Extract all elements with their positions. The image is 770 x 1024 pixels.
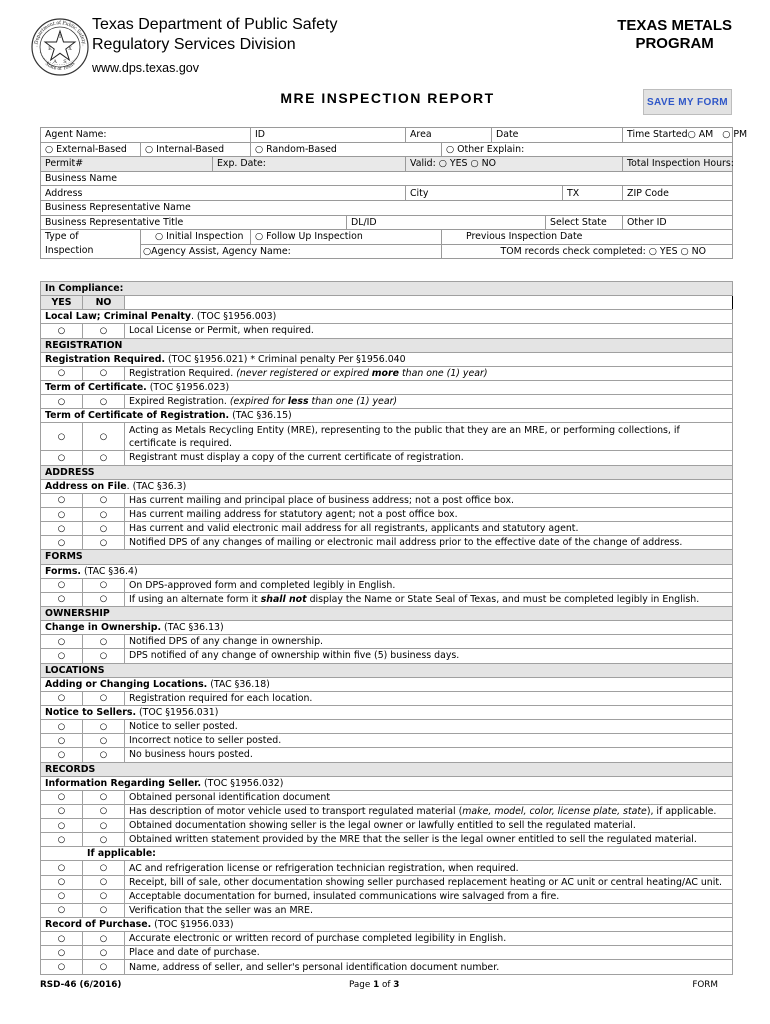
locations-band: LOCATIONS [41, 663, 733, 677]
dl-id-field[interactable]: DL/ID [347, 215, 546, 230]
agency-name: Texas Department of Public Safety [92, 16, 338, 33]
business-name-field[interactable]: Business Name [41, 171, 733, 186]
yes-radio[interactable]: ○ [41, 522, 83, 536]
checklist-item: Name, address of seller, and seller's personal identification document number. [125, 960, 733, 974]
svg-text:E: E [48, 46, 52, 52]
compliance-checklist-table [40, 281, 733, 975]
document-title: MRE INSPECTION REPORT [280, 90, 495, 106]
previous-inspection-date-field[interactable]: Previous Inspection Date [442, 230, 733, 245]
checklist-row [41, 493, 733, 507]
checklist-item: Local License or Permit, when required. [125, 324, 733, 338]
no-radio[interactable]: ○ [83, 395, 125, 409]
no-radio[interactable]: ○ [83, 451, 125, 465]
yes-radio[interactable]: ○ [41, 932, 83, 946]
checklist-item: Registrant must display a copy of the current certificate of registration. [125, 451, 733, 465]
program-title: TEXAS METALS PROGRAM [617, 17, 732, 52]
in-compliance-heading: In Compliance: [41, 282, 733, 296]
valid-radio-group[interactable]: Valid: ○ YES ○ NO [406, 157, 623, 172]
checklist-item: If using an alternate form it shall not display the Name or State Seal of Texas, and must be completed legibly in English. [125, 592, 733, 606]
yes-radio[interactable]: ○ [41, 592, 83, 606]
checklist-row [41, 932, 733, 946]
checklist-item: Incorrect notice to seller posted. [125, 734, 733, 748]
yes-radio[interactable]: ○ [41, 804, 83, 818]
no-radio[interactable]: ○ [83, 720, 125, 734]
checklist-row [41, 804, 733, 818]
section-local-law: Local Law; Criminal Penalty. (TOC §1956.003) [41, 310, 733, 324]
yes-radio[interactable]: ○ [41, 366, 83, 380]
checklist-row [41, 395, 733, 409]
no-radio[interactable]: ○ [83, 493, 125, 507]
svg-text:A: A [53, 59, 57, 65]
no-radio[interactable]: ○ [83, 522, 125, 536]
agency-website: www.dps.texas.gov [92, 61, 199, 75]
checklist-row [41, 649, 733, 663]
no-radio[interactable]: ○ [83, 423, 125, 451]
follow-up-inspection-radio[interactable]: ○ Follow Up Inspection [251, 230, 442, 245]
checklist-row [41, 748, 733, 762]
checklist-item: Accurate electronic or written record of purchase completed legibility in English. [125, 932, 733, 946]
yes-radio[interactable]: ○ [41, 946, 83, 960]
checklist-row [41, 691, 733, 705]
checklist-row [41, 578, 733, 592]
no-column-header: NO [83, 296, 125, 310]
no-radio[interactable]: ○ [83, 691, 125, 705]
section-address-on-file: Address on File. (TAC §36.3) [41, 479, 733, 493]
no-radio[interactable]: ○ [83, 507, 125, 521]
checklist-row [41, 960, 733, 974]
checklist-row [41, 833, 733, 847]
svg-text:S: S [63, 59, 67, 65]
division-name: Regulatory Services Division [92, 36, 296, 53]
svg-text:T: T [58, 34, 62, 40]
checklist-item: Acceptable documentation for burned, insulated communications wire salvaged from a fire. [125, 889, 733, 903]
checklist-row [41, 790, 733, 804]
yes-radio[interactable]: ○ [41, 889, 83, 903]
checklist-item: Notice to seller posted. [125, 720, 733, 734]
checklist-row [41, 734, 733, 748]
id-field[interactable]: ID [251, 128, 406, 143]
checklist-row [41, 861, 733, 875]
yes-radio[interactable]: ○ [41, 903, 83, 917]
yes-radio[interactable]: ○ [41, 649, 83, 663]
checklist-item: Obtained written statement provided by the MRE that the seller is the legal owner entitled to sell the regulated material. [125, 833, 733, 847]
checklist-item: No business hours posted. [125, 748, 733, 762]
checklist-item: Has current mailing address for statutory agent; not a post office box. [125, 507, 733, 521]
no-radio[interactable]: ○ [83, 804, 125, 818]
no-radio[interactable]: ○ [83, 833, 125, 847]
yes-radio[interactable]: ○ [41, 507, 83, 521]
no-radio[interactable]: ○ [83, 635, 125, 649]
if-applicable-heading: If applicable: [41, 847, 733, 861]
section-term-of-certificate-registration: Term of Certificate of Registration. (TAC §36.15) [41, 409, 733, 423]
other-id-field[interactable]: Other ID [623, 215, 733, 230]
date-field[interactable]: Date [492, 128, 623, 143]
address-field[interactable]: Address [41, 186, 406, 201]
business-rep-name-field[interactable]: Business Representative Name [41, 200, 733, 215]
section-info-regarding-seller: Information Regarding Seller. (TOC §1956.032) [41, 776, 733, 790]
checklist-row [41, 720, 733, 734]
area-field[interactable]: Area [406, 128, 492, 143]
zip-code-field[interactable]: ZIP Code [623, 186, 733, 201]
exp-date-field[interactable]: Exp. Date: [213, 157, 406, 172]
yes-radio[interactable]: ○ [41, 635, 83, 649]
form-label: FORM [692, 980, 718, 990]
yes-radio[interactable]: ○ [41, 395, 83, 409]
select-state-dropdown[interactable]: Select State [546, 215, 623, 230]
no-radio[interactable]: ○ [83, 324, 125, 338]
no-radio[interactable]: ○ [83, 861, 125, 875]
checklist-item: Acting as Metals Recycling Entity (MRE), representing to the public that they are an MRE, or performing collections, if certificate is required. [125, 423, 733, 451]
checklist-row [41, 889, 733, 903]
page-number: Page 1 of 3 [349, 980, 400, 990]
forms-band: FORMS [41, 550, 733, 564]
type-of-inspection-label: Type of Inspection [41, 230, 141, 259]
am-radio[interactable]: ○ AM [687, 129, 714, 141]
yes-radio[interactable]: ○ [41, 451, 83, 465]
city-field[interactable]: City [406, 186, 563, 201]
checklist-item: AC and refrigeration license or refrigeration technician registration, when required. [125, 861, 733, 875]
yes-radio[interactable]: ○ [41, 423, 83, 451]
checklist-row [41, 324, 733, 338]
checklist-row [41, 451, 733, 465]
ownership-band: OWNERSHIP [41, 606, 733, 620]
checklist-item: Notified DPS of any changes of mailing or electronic mail address prior to the effective date of the change of address. [125, 536, 733, 550]
checklist-row [41, 903, 733, 917]
agency-assist-field[interactable]: ○Agency Assist, Agency Name: [141, 244, 442, 259]
section-record-of-purchase: Record of Purchase. (TOC §1956.033) [41, 918, 733, 932]
no-radio[interactable]: ○ [83, 536, 125, 550]
yes-radio[interactable]: ○ [41, 960, 83, 974]
no-radio[interactable]: ○ [83, 946, 125, 960]
checklist-item: Has description of motor vehicle used to transport regulated material (make, model, color, license plate, state), if applicable. [125, 804, 733, 818]
form-number: RSD-46 (6/2016) [40, 980, 122, 990]
no-radio[interactable]: ○ [83, 366, 125, 380]
no-radio[interactable]: ○ [83, 790, 125, 804]
texas-dps-seal-icon [31, 18, 89, 76]
checklist-item: Place and date of purchase. [125, 946, 733, 960]
checklist-item: Verification that the seller was an MRE. [125, 903, 733, 917]
yes-radio[interactable]: ○ [41, 861, 83, 875]
address-band: ADDRESS [41, 465, 733, 479]
pm-radio[interactable]: ○ PM [722, 129, 748, 141]
other-explain-field[interactable]: ○ Other Explain: [442, 142, 733, 157]
no-radio[interactable]: ○ [83, 819, 125, 833]
no-radio[interactable]: ○ [83, 903, 125, 917]
yes-radio[interactable]: ○ [41, 536, 83, 550]
no-radio[interactable]: ○ [83, 960, 125, 974]
no-radio[interactable]: ○ [83, 578, 125, 592]
permit-field[interactable]: Permit# [41, 157, 213, 172]
svg-text:X: X [68, 46, 72, 52]
checklist-item: Receipt, bill of sale, other documentation showing seller purchased replacement heating or AC unit or central heating/AC unit. [125, 875, 733, 889]
agent-name-field[interactable]: Agent Name: [41, 128, 251, 143]
checklist-row [41, 592, 733, 606]
no-radio[interactable]: ○ [83, 592, 125, 606]
yes-radio[interactable]: ○ [41, 578, 83, 592]
checklist-item: Has current and valid electronic mail address for all registrants, applicants and statutory agent. [125, 522, 733, 536]
seal-text-top: Department of Public Safety [34, 20, 86, 45]
checklist-row [41, 946, 733, 960]
external-based-radio[interactable]: ○ External-Based [41, 142, 141, 157]
checklist-item: Registration Required. (never registered or expired more than one (1) year) [125, 366, 733, 380]
state-field[interactable]: TX [563, 186, 623, 201]
no-radio[interactable]: ○ [83, 649, 125, 663]
no-radio[interactable]: ○ [83, 932, 125, 946]
checklist-row [41, 819, 733, 833]
yes-radio[interactable]: ○ [41, 493, 83, 507]
yes-radio[interactable]: ○ [41, 790, 83, 804]
checklist-row [41, 423, 733, 451]
checklist-row [41, 875, 733, 889]
yes-radio[interactable]: ○ [41, 691, 83, 705]
yes-radio[interactable]: ○ [41, 720, 83, 734]
internal-based-radio[interactable]: ○ Internal-Based [141, 142, 251, 157]
checklist-item: On DPS-approved form and completed legibly in English. [125, 578, 733, 592]
yes-radio[interactable]: ○ [41, 875, 83, 889]
yes-column-header: YES [41, 296, 83, 310]
section-registration-required: Registration Required. (TOC §1956.021) * Criminal penalty Per §1956.040 [41, 352, 733, 366]
tom-records-radio-group[interactable]: TOM records check completed: ○ YES ○ NO [442, 244, 733, 259]
checklist-item: Obtained documentation showing seller is the legal owner or lawfully entitled to sell the regulated material. [125, 819, 733, 833]
seal-text-bottom: State of Texas [43, 61, 77, 73]
no-radio[interactable]: ○ [83, 734, 125, 748]
checklist-item: Registration required for each location. [125, 691, 733, 705]
yes-radio[interactable]: ○ [41, 833, 83, 847]
checklist-row [41, 536, 733, 550]
section-forms: Forms. (TAC §36.4) [41, 564, 733, 578]
yes-radio[interactable]: ○ [41, 324, 83, 338]
time-started-field[interactable]: Time Started [627, 129, 688, 141]
checklist-item: Expired Registration. (expired for less than one (1) year) [125, 395, 733, 409]
save-my-form-button[interactable]: SAVE MY FORM [643, 89, 732, 115]
random-based-radio[interactable]: ○ Random-Based [251, 142, 442, 157]
checklist-item: Has current mailing and principal place of business address; not a post office box. [125, 493, 733, 507]
no-radio[interactable]: ○ [83, 875, 125, 889]
section-change-in-ownership: Change in Ownership. (TAC §36.13) [41, 621, 733, 635]
checklist-row [41, 522, 733, 536]
checklist-row [41, 635, 733, 649]
total-inspection-hours-field[interactable]: Total Inspection Hours: [623, 157, 733, 172]
checklist-row [41, 507, 733, 521]
section-adding-locations: Adding or Changing Locations. (TAC §36.18) [41, 677, 733, 691]
initial-inspection-radio[interactable]: ○ Initial Inspection [141, 230, 251, 245]
no-radio[interactable]: ○ [83, 889, 125, 903]
records-band: RECORDS [41, 762, 733, 776]
checklist-item: Notified DPS of any change in ownership. [125, 635, 733, 649]
registration-band: REGISTRATION [41, 338, 733, 352]
no-radio[interactable]: ○ [83, 748, 125, 762]
business-rep-title-field[interactable]: Business Representative Title [41, 215, 347, 230]
checklist-item: DPS notified of any change of ownership within five (5) business days. [125, 649, 733, 663]
inspection-info-table [40, 127, 748, 259]
checklist-row [41, 366, 733, 380]
section-term-of-certificate: Term of Certificate. (TOC §1956.023) [41, 380, 733, 394]
yes-radio[interactable]: ○ [41, 748, 83, 762]
section-notice-to-sellers: Notice to Sellers. (TOC §1956.031) [41, 705, 733, 719]
yes-radio[interactable]: ○ [41, 734, 83, 748]
yes-radio[interactable]: ○ [41, 819, 83, 833]
agency-header [92, 15, 337, 78]
checklist-item: Obtained personal identification document [125, 790, 733, 804]
